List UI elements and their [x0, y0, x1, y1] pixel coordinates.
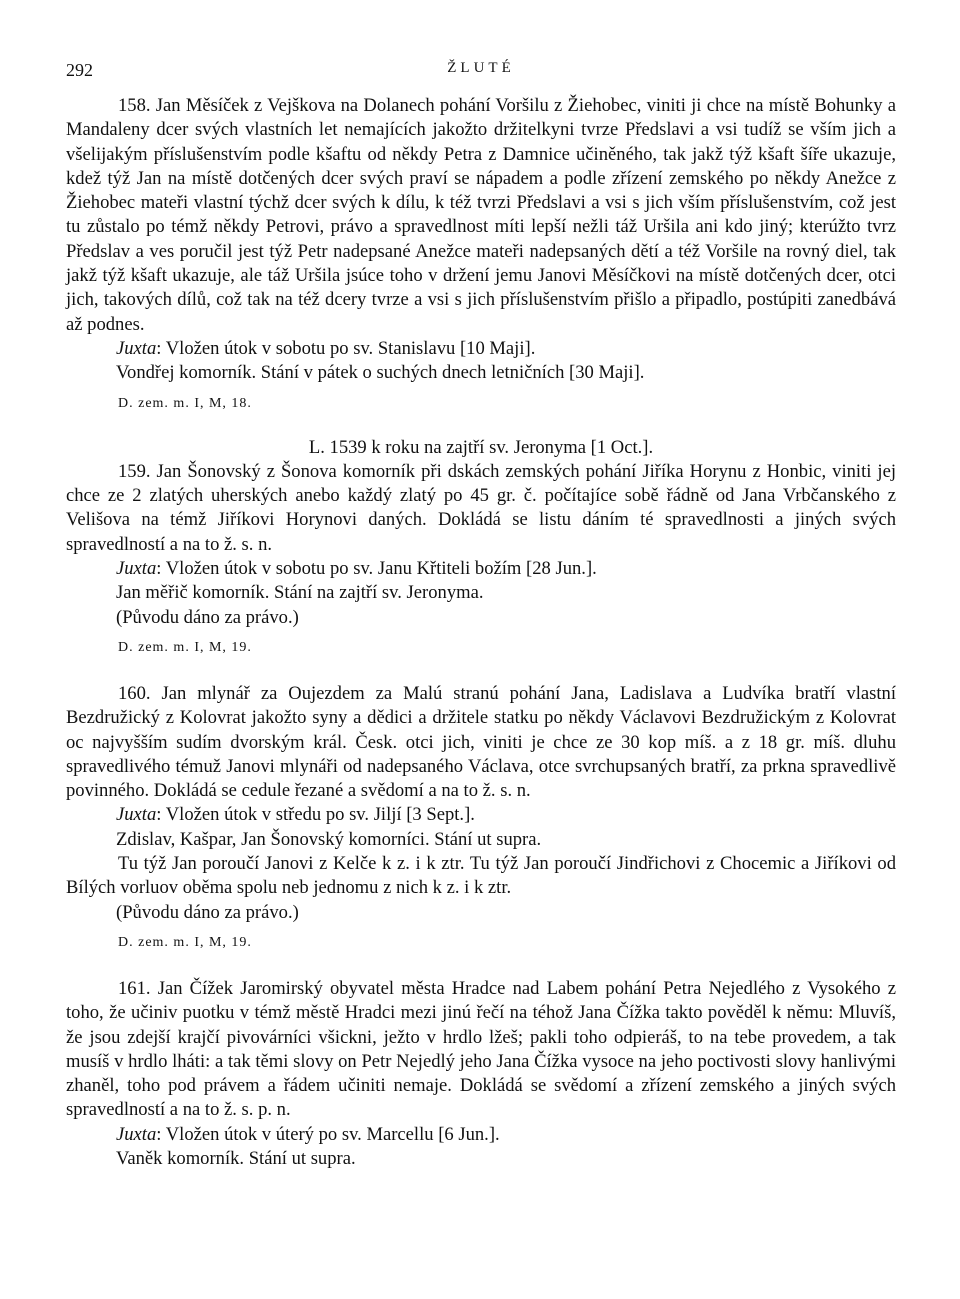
entry-161 [66, 977, 896, 1171]
entry-text: 158. Jan Měsíček z Vejškova na Dolanech pohání Voršilu z Žiehobec, viniti ji chce na místě Bohunky a Mandaleny dcer svých vlastních let nemajících jakožto držitelkyni tvrze Předslavi a vsi tudíž se vším jich a všelijakým příslušenstvím podle kšaftu od někdy Petra z Damnice učiněného, tak jakž týž kšaft šíře ukazuje, kdež týž Jan na místě dotčených dcer svých praví se nápadem a podle zřízení zemského po někdy Anežce z Žiehobec mateři vlastní týchž dcer svých k dílu, k též tvrzi Předslavi a vsi s jich vším příslušenstvím, což jest tu zůstalo po témž někdy Petrovi, právo a spravedlnost míti lepší nežli táž Uršila ani kdo jiný; kterúžto tvrz Předslav a ves poručil jest týž Petr nadepsané Anežce mateři nadepsaných dětí a též Voršile na rovný diel, tak jakž týž kšaft ukazuje, ale táž Uršila jsúce toho v držení jemu Janovi Měsíčkovi na místě dotčených dcer, otci jich, takových dílů, což tak na též dcery tvrze a vsi s jich příslušenstvím přišlo a připadlo, postúpiti zanedbává až podnes. [66, 95, 896, 335]
juxta-label: Juxta [116, 337, 157, 359]
spacer [66, 953, 896, 977]
document-page [66, 50, 896, 1169]
source-reference: D. zem. m. I, M, 18. [118, 395, 252, 411]
page-number: 292 [66, 60, 93, 80]
entry-line: (Původu dáno za právo.) [116, 901, 299, 923]
section-heading: L. 1539 k roku na zajtří sv. Jeronyma [1 Oct.]. [308, 436, 654, 458]
juxta-label: Juxta [116, 1123, 157, 1145]
entry-160 [66, 682, 896, 953]
source-reference: D. zem. m. I, M, 19. [118, 639, 252, 655]
entry-line: Vondřej komorník. Stání v pátek o suchých dnech letničních [30 Maji]. [116, 362, 645, 384]
entry-line: Jan měřič komorník. Stání na zajtří sv. Jeronyma. [116, 582, 484, 604]
entry-line: (Původu dáno za právo.) [116, 606, 299, 628]
juxta-label: Juxta [116, 804, 157, 826]
entry-extra-text: Tu týž Jan poroučí Janovi z Kelče k z. i k ztr. Tu týž Jan poroučí Jindřichovi z Chocemic a Jiříkovi od Bílých vorluov oběma spolu neb jednomu z nich k z. i k ztr. [66, 853, 896, 899]
entry-159 [66, 460, 896, 658]
spacer [66, 658, 896, 682]
running-title: ŽLUTÉ [447, 60, 515, 76]
juxta-label: Juxta [116, 558, 157, 580]
page-header [66, 50, 896, 80]
entry-line: Zdislav, Kašpar, Jan Šonovský komorníci. Stání ut supra. [116, 828, 542, 850]
juxta-text: : Vložen útok v sobotu po sv. Janu Křtiteli božím [28 Jun.]. [156, 558, 597, 580]
entry-text: 161. Jan Čížek Jaromirský obyvatel města Hradce nad Labem pohání Petra Nejedlého z Vysokého z toho, že učiniv puotku v témž městě Hradci mezi jinú řečí na téhož Jana Čížka takto pověděl k němu: Mluvíš, že jsou zdejší krajčí pivovárníci všickni, ježto v hrdlo lžeš; pakli toho odpieráš, to na tebe provedem, a tak musíš v hrdlo lháti: a tak těmi slovy on Petr Nejedlý jeho Jana Čížka vysoce na jeho poctivosti slovy hanlivými zhaněl, toho pod právem a řádem učiniti nemaje. Dokládá se svědomí a zřízení zemského a jiných svých spravedlností a na to ž. s. p. n. [66, 977, 896, 1121]
juxta-line [116, 557, 896, 581]
entry-text: 159. Jan Šonovský z Šonova komorník při dskách zemských pohání Jiříka Horynu z Honbic, viniti jej chce ze 2 zlatých uherských anebo každý zlatý po 45 gr. č. počítajíce sobě řádně od Jana Vrbčanského z Velišova na témž Jiříkovi Horynovi daných. Dokládá se listu dáním té spravedlnosti a jiných svých spravedlností a na to ž. s. n. [66, 460, 896, 555]
entry-text: 160. Jan mlynář za Oujezdem za Malú stranú pohání Jana, Ladislava a Ludvíka bratří vlastní Bezdružický z Kolovrat jakožto syny a dědici a držitele statku po někdy Václavovi Bezdružickým z Kolovrat oc najvyšším sudím dvorským král. Česk. otci jich, viniti je chce ze 30 kop míš. a z 18 gr. míš. dluhu spravedlivého témuž Janovi mlynáři od nadepsaného Václava, otce svrchupsaných bratří, za prkna spravedlivě povinného. Dokládá se cedule řezané a svědomí a na to ž. s. n. [66, 682, 896, 802]
juxta-text: : Vložen útok v úterý po sv. Marcellu [6 Jun.]. [156, 1123, 500, 1145]
source-reference: D. zem. m. I, M, 19. [118, 934, 252, 950]
juxta-line [116, 337, 896, 361]
juxta-text: : Vložen útok v sobotu po sv. Stanislavu [10 Maji]. [156, 337, 536, 359]
entry-line: Vaněk komorník. Stání ut supra. [116, 1147, 356, 1169]
juxta-line [116, 1123, 896, 1147]
juxta-text: : Vložen útok v středu po sv. Jiljí [3 Sept.]. [156, 804, 475, 826]
page-body [66, 94, 896, 1171]
entry-158 [66, 94, 896, 414]
juxta-line [116, 803, 896, 827]
